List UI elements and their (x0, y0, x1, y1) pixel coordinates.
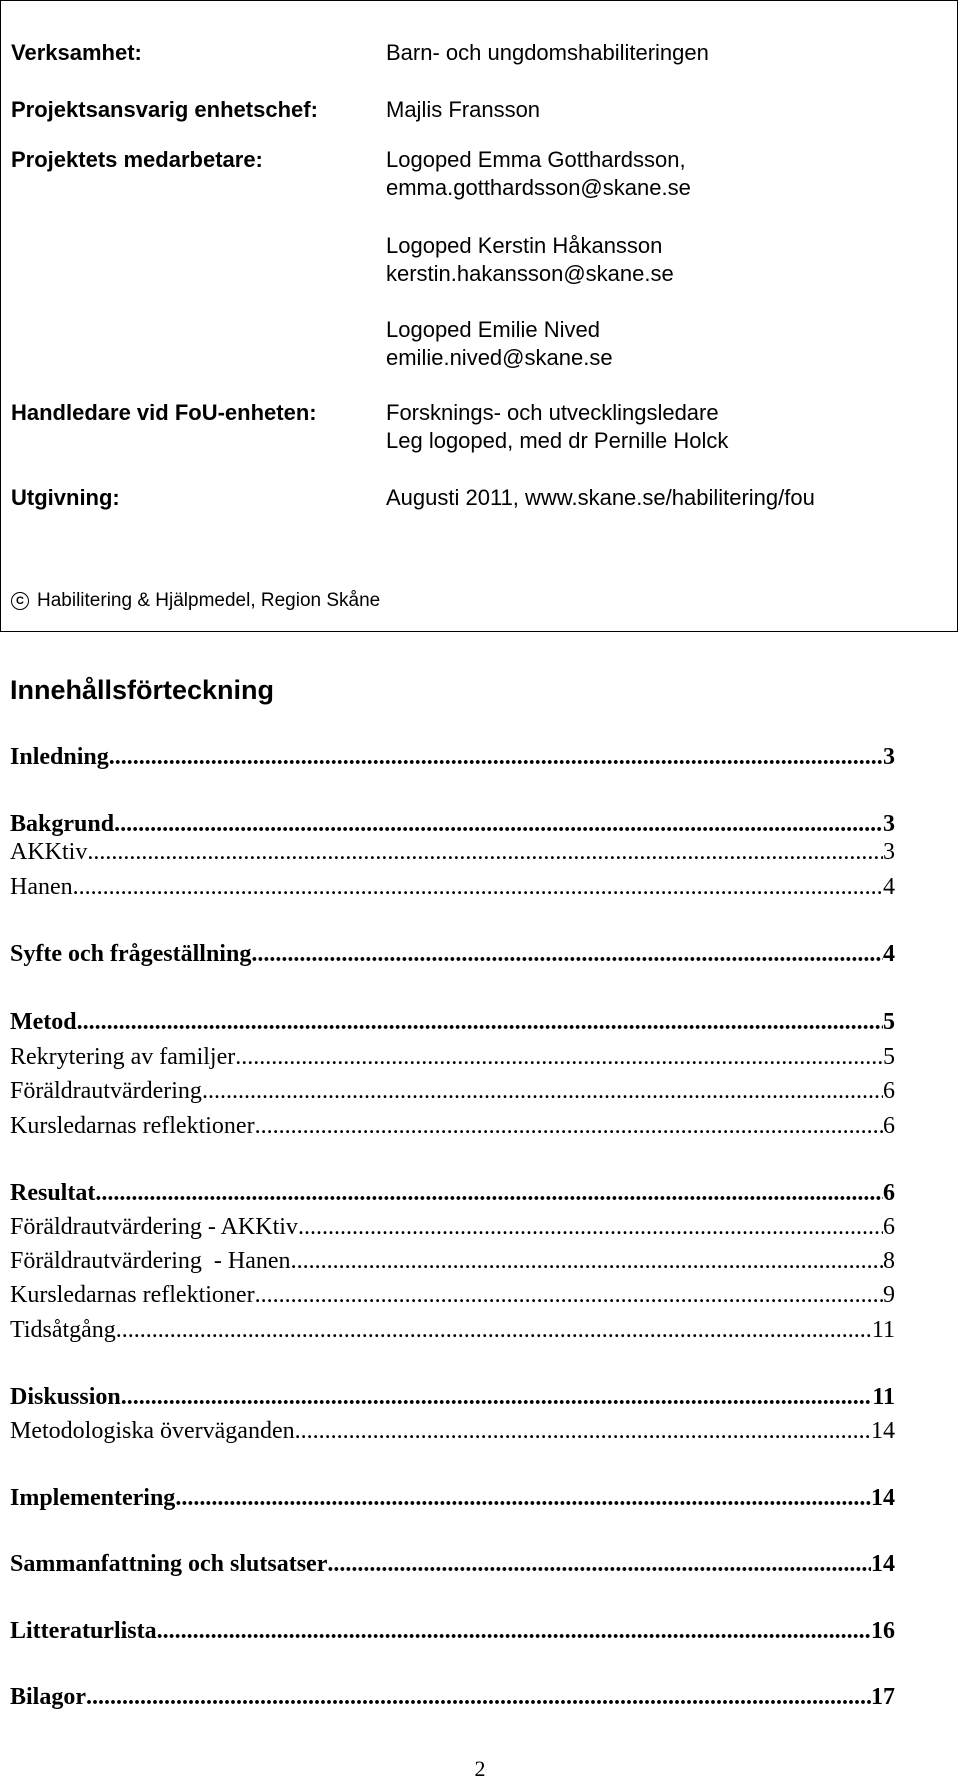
toc-entry-title: Rekrytering av familjer (10, 1044, 236, 1070)
toc-leader-dots (109, 742, 883, 772)
toc-entry-title: Föräldrautvärdering - AKKtiv (10, 1214, 298, 1240)
copyright-icon: C (11, 592, 29, 610)
medarbetare-name: Logoped Emilie Nived (386, 317, 601, 342)
toc-entry-title: AKKtiv (10, 839, 88, 865)
toc-entry-title: Sammanfattning och slutsatser (10, 1551, 328, 1577)
toc-entry[interactable] (10, 1382, 895, 1412)
toc-entry-page: 11 (872, 1384, 895, 1410)
toc-entry-page: 5 (883, 1009, 895, 1035)
toc-entry-page: 6 (883, 1214, 895, 1240)
toc-entry[interactable] (10, 1246, 895, 1276)
copyright-line (11, 589, 380, 613)
toc-entry-page: 4 (883, 941, 895, 967)
toc-entry-page: 11 (871, 1317, 895, 1343)
medarbetare-name: Logoped Kerstin Håkansson (386, 233, 663, 258)
toc-leader-dots (121, 1382, 873, 1412)
toc-leader-dots (255, 1280, 883, 1310)
toc-entry-page: 3 (883, 839, 895, 865)
toc-entry[interactable] (10, 1682, 895, 1712)
verksamhet-label: Verksamhet: (11, 40, 142, 65)
toc-entry-title: Bilagor (10, 1684, 86, 1710)
toc-leader-dots (295, 1416, 871, 1446)
toc-entry-title: Kursledarnas reflektioner (10, 1113, 255, 1139)
toc-leader-dots (235, 1042, 883, 1072)
toc-entry[interactable] (10, 1280, 895, 1310)
toc-entry-page: 3 (883, 811, 895, 837)
toc-entry-page: 3 (883, 744, 895, 770)
toc-entry-page: 6 (883, 1078, 895, 1104)
medarbetare-label: Projektets medarbetare: (11, 147, 263, 172)
toc-entry[interactable] (10, 1416, 895, 1446)
toc-entry[interactable] (10, 1212, 895, 1242)
toc-entry-title: Syfte och frågeställning (10, 941, 252, 967)
toc-entry-page: 16 (871, 1618, 895, 1644)
toc-entry[interactable] (10, 1042, 895, 1072)
toc-entry-page: 4 (883, 874, 895, 900)
toc-entry-page: 5 (883, 1044, 895, 1070)
toc-entry-title: Diskussion (10, 1384, 121, 1410)
toc-entry-title: Inledning (10, 744, 109, 770)
toc-entry-title: Föräldrautvärdering - Hanen (10, 1248, 291, 1274)
toc-leader-dots (175, 1483, 871, 1513)
handledare-line1: Forsknings- och utvecklingsledare (386, 400, 719, 425)
toc-leader-dots (87, 837, 883, 867)
handledare-label: Handledare vid FoU-enheten: (11, 400, 317, 425)
toc-leader-dots (86, 1682, 871, 1712)
toc-leader-dots (114, 809, 883, 839)
toc-entry-title: Föräldrautvärdering (10, 1078, 202, 1104)
toc-leader-dots (291, 1246, 883, 1276)
toc-entry[interactable] (10, 939, 895, 969)
toc-entry-page: 17 (871, 1684, 895, 1710)
toc-leader-dots (255, 1111, 883, 1141)
toc-leader-dots (77, 1007, 883, 1037)
medarbetare-email: emma.gotthardsson@skane.se (386, 175, 691, 200)
toc-entry-page: 14 (871, 1418, 895, 1444)
toc-entry-page: 14 (871, 1485, 895, 1511)
toc-entry-title: Kursledarnas reflektioner (10, 1282, 255, 1308)
toc-leader-dots (157, 1616, 871, 1646)
toc-entry-page: 9 (883, 1282, 895, 1308)
toc-leader-dots (202, 1076, 883, 1106)
utgivning-label: Utgivning: (11, 485, 120, 510)
project-info-box (0, 0, 958, 632)
toc-entry-page: 6 (883, 1113, 895, 1139)
utgivning-value: Augusti 2011, www.skane.se/habilitering/fou (386, 485, 815, 510)
toc-leader-dots (116, 1315, 872, 1345)
medarbetare-name: Logoped Emma Gotthardsson, (386, 147, 686, 172)
toc-leader-dots (95, 1178, 883, 1208)
toc-entry[interactable] (10, 742, 895, 772)
toc-entry[interactable] (10, 1616, 895, 1646)
toc-entry-title: Metodologiska överväganden (10, 1418, 295, 1444)
toc-leader-dots (73, 872, 883, 902)
toc-entry-page: 8 (883, 1248, 895, 1274)
verksamhet-value: Barn- och ungdomshabiliteringen (386, 40, 709, 65)
toc-leader-dots (251, 939, 883, 969)
toc-leader-dots (327, 1549, 871, 1579)
toc-entry[interactable] (10, 1007, 895, 1037)
copyright-text: Habilitering & Hjälpmedel, Region Skåne (37, 590, 381, 611)
toc-title: Innehållsförteckning (10, 675, 275, 705)
medarbetare-email: kerstin.hakansson@skane.se (386, 261, 674, 286)
toc-entry[interactable] (10, 837, 895, 867)
toc-leader-dots (298, 1212, 883, 1242)
toc-entry[interactable] (10, 1178, 895, 1208)
medarbetare-email: emilie.nived@skane.se (386, 345, 613, 370)
chef-value: Majlis Fransson (386, 97, 541, 122)
handledare-line2: Leg logoped, med dr Pernille Holck (386, 428, 729, 453)
page-number: 2 (474, 1756, 486, 1781)
toc-entry-title: Tidsåtgång (10, 1317, 116, 1343)
toc-entry[interactable] (10, 1549, 895, 1579)
toc-entry[interactable] (10, 872, 895, 902)
toc-entry[interactable] (10, 1315, 895, 1345)
toc-entry[interactable] (10, 1483, 895, 1513)
toc-entry[interactable] (10, 1076, 895, 1106)
toc-entry-title: Hanen (10, 874, 73, 900)
toc-entry-page: 6 (883, 1180, 895, 1206)
toc-entry[interactable] (10, 1111, 895, 1141)
toc-entry-title: Litteraturlista (10, 1618, 157, 1644)
toc-entry-page: 14 (871, 1551, 895, 1577)
chef-label: Projektsansvarig enhetschef: (11, 97, 318, 122)
toc-entry-title: Implementering (10, 1485, 176, 1511)
toc-entry-title: Metod (10, 1009, 77, 1035)
toc-entry-title: Bakgrund (10, 811, 115, 837)
toc-entry-title: Resultat (10, 1180, 96, 1206)
toc-entry[interactable] (10, 809, 895, 839)
